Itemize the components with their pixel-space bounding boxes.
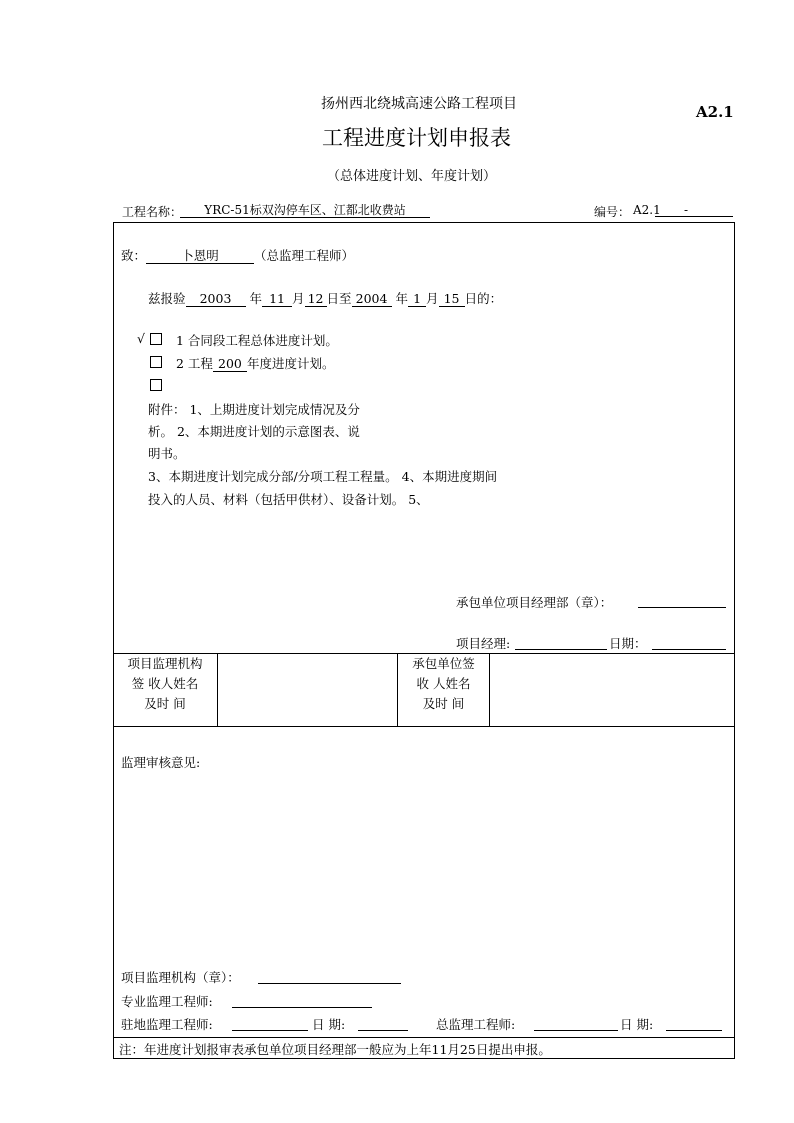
pm-date-line: [652, 649, 726, 650]
number-dash: -: [684, 203, 689, 217]
item-1-text: 1 合同段工程总体进度计划。: [176, 333, 338, 348]
end-day: 15: [439, 292, 465, 307]
to-role: （总监理工程师）: [254, 248, 355, 263]
chief-label: 总监理工程师:: [436, 1017, 516, 1032]
contractor-dept-label: 承包单位项目经理部（章）：: [456, 595, 613, 610]
attachment-line-1: 附件： 1、上期进度计划完成情况及分: [148, 402, 360, 417]
supervisor-receipt-l1: 项目监理机构: [127, 656, 203, 671]
item-2-text: [176, 354, 334, 372]
pm-label: 项目经理:: [456, 636, 511, 651]
attachment-line-4: 3、本期进度计划完成分部/分项工程工程量。 4、本期进度期间: [148, 469, 498, 484]
pm-date-label: 日期：: [609, 636, 647, 651]
number-underline: [655, 216, 733, 217]
end-month: 1: [408, 292, 426, 307]
checkbox-1[interactable]: [150, 333, 162, 345]
footnote: 注：年进度计划报审表承包单位项目经理部一般应为上年11月25日提出申报。: [119, 1042, 551, 1057]
attachment-line-2: 析。 2、本期进度计划的示意图表、说: [148, 424, 360, 439]
report-period-line: [148, 289, 502, 307]
to-line: [121, 246, 354, 264]
contractor-receipt-field[interactable]: [490, 654, 733, 726]
number-value: A2.1: [633, 203, 661, 217]
chief-line: [534, 1030, 618, 1031]
page-subtitle: （总体进度计划、年度计划）: [327, 169, 497, 184]
project-name-field: YRC-51标双沟停车区、江都北收费站: [180, 203, 430, 218]
resident-line: [232, 1030, 308, 1031]
project-name-value: [180, 203, 430, 218]
review-label: 监理审核意见:: [121, 755, 201, 770]
year-char-2: 年: [395, 291, 409, 306]
divider-note: [113, 1037, 734, 1038]
attachment-line-3: 明书。: [148, 446, 186, 461]
resident-date-label: 日 期:: [312, 1017, 346, 1032]
specialist-label: 专业监理工程师:: [121, 994, 213, 1009]
supervisor-receipt-l3: 及时 间: [144, 696, 186, 711]
contractor-dept-line: [638, 607, 726, 608]
chief-date-line: [666, 1030, 722, 1031]
checkbox-3[interactable]: [150, 379, 162, 391]
divider-sign-bottom: [113, 726, 734, 727]
end-year: 2004: [352, 292, 392, 307]
report-prefix: 兹报验: [148, 291, 186, 306]
project-name-label: 工程名称：: [122, 205, 183, 219]
check-mark-1: √: [137, 331, 145, 346]
to-name-field: 卜恩明: [146, 249, 254, 264]
page-title: 工程进度计划申报表: [322, 126, 511, 150]
day-suffix: 日的：: [464, 291, 503, 306]
item-2-year: 200: [213, 357, 247, 372]
to-label: 致：: [121, 248, 147, 263]
pm-line: [515, 649, 607, 650]
supervisor-receipt-label: [113, 654, 217, 714]
start-month: 11: [262, 292, 292, 307]
year-char-1: 年: [249, 291, 263, 306]
contractor-receipt-label: [398, 654, 489, 714]
start-day: 12: [305, 292, 327, 307]
start-year: 2003: [186, 292, 246, 307]
item-2-suffix: 年度进度计划。: [246, 356, 335, 371]
chief-date-label: 日 期:: [620, 1017, 654, 1032]
attachment-line-5: 投入的人员、材料（包括甲供材）、设备计划。 5、: [148, 492, 429, 507]
contractor-receipt-l3: 及时 间: [422, 696, 465, 711]
review-org-label: 项目监理机构（章）：: [121, 970, 240, 985]
contractor-receipt-l1: 承包单位签: [412, 656, 475, 671]
supervisor-receipt-field[interactable]: [218, 654, 397, 726]
item-2-prefix: 2 工程: [176, 356, 213, 371]
checkbox-2[interactable]: [150, 356, 162, 368]
specialist-line: [232, 1007, 372, 1008]
contractor-receipt-l2: 收 人姓名: [416, 676, 471, 691]
resident-date-line: [358, 1030, 408, 1031]
resident-label: 驻地监理工程师:: [121, 1017, 213, 1032]
form-code: A2.1: [696, 103, 734, 121]
month-char-2: 月: [426, 291, 439, 306]
review-org-line: [258, 983, 401, 984]
project-name-heading: 扬州西北绕城高速公路工程项目: [321, 96, 517, 112]
month-char-1: 月: [292, 291, 305, 306]
supervisor-receipt-l2: 签 收人姓名: [131, 676, 199, 691]
day-to: 日至: [326, 291, 352, 306]
number-label: 编号：: [594, 205, 631, 219]
